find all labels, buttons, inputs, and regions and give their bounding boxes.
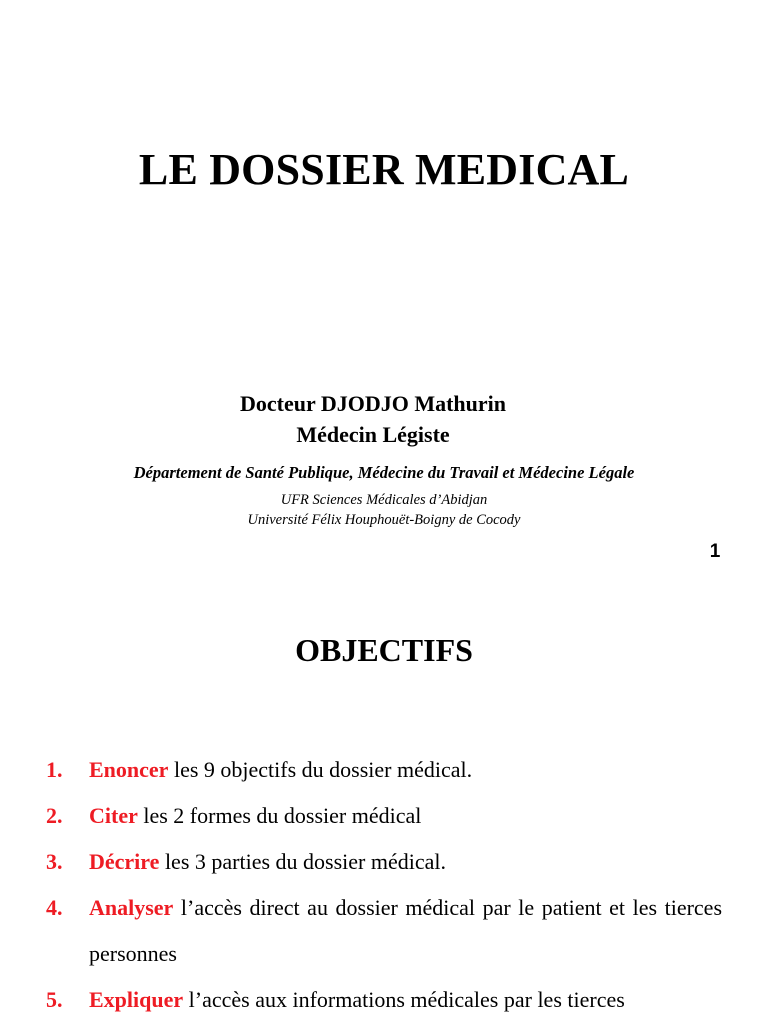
objective-item (46, 977, 722, 1023)
objective-item (46, 839, 722, 885)
objective-item (46, 747, 722, 793)
objective-number: 2. (46, 803, 63, 828)
objective-number: 3. (46, 849, 63, 874)
objective-number: 1. (46, 757, 63, 782)
objective-verb: Expliquer (89, 987, 184, 1012)
objectives-list (46, 747, 722, 1023)
page-number: 1 (709, 541, 721, 562)
objective-number: 4. (46, 895, 63, 920)
document-title: LE DOSSIER MEDICAL (138, 145, 630, 194)
objective-text: les 2 formes du dossier médical (143, 803, 422, 828)
objectives-heading: OBJECTIFS (295, 632, 473, 668)
objective-text: l’accès aux informations médicales par les tierces (188, 987, 625, 1012)
objective-text: les 3 parties du dossier médical. (164, 849, 446, 874)
objective-verb: Analyser (89, 895, 174, 920)
objective-verb: Enoncer (89, 757, 169, 782)
objective-item (46, 793, 722, 839)
institution-name: UFR Sciences Médicales d’Abidjan (280, 492, 488, 508)
university-name: Université Félix Houphouët-Boigny de Cocody (247, 512, 521, 528)
objective-item (46, 885, 722, 977)
objective-text: les 9 objectifs du dossier médical. (173, 757, 473, 782)
department-name: Département de Santé Publique, Médecine du Travail et Médecine Légale (133, 463, 635, 482)
objective-number: 5. (46, 987, 63, 1012)
objective-text: l’accès direct au dossier médical par le patient et les tierces personnes (89, 895, 723, 966)
objective-verb: Citer (89, 803, 138, 828)
objective-verb: Décrire (89, 849, 160, 874)
author-name: Docteur DJODJO Mathurin (239, 391, 507, 416)
author-role: Médecin Légiste (296, 422, 450, 447)
